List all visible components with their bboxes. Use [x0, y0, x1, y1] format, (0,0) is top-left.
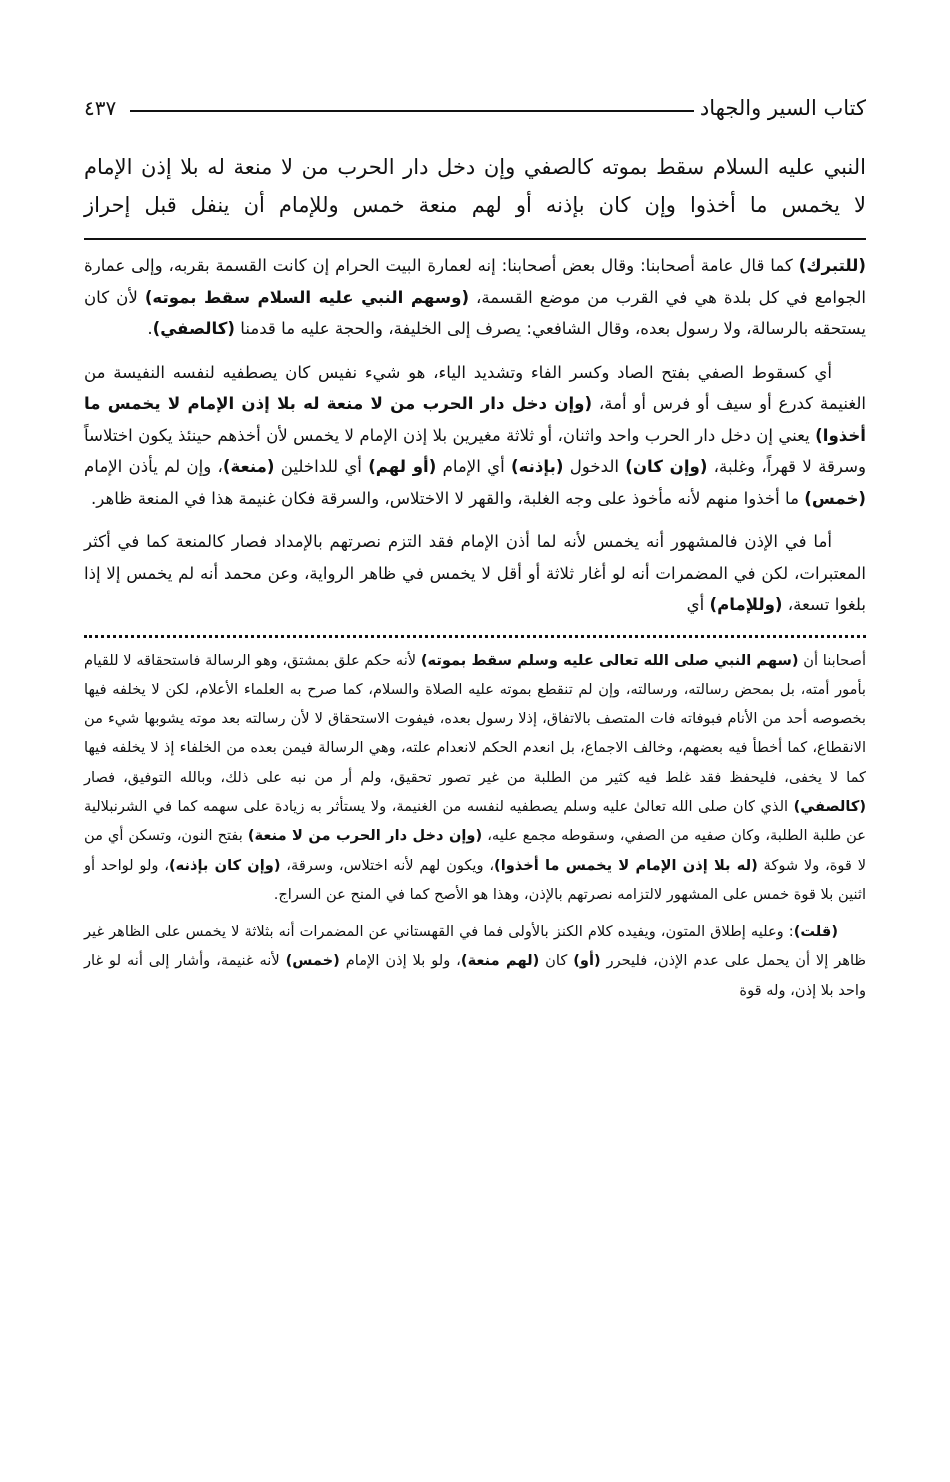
hashiya-paragraph-1 [84, 646, 866, 910]
book-title: كتاب السير والجهاد [699, 96, 866, 120]
bold-matn-quote: (للتبرك) [798, 256, 866, 275]
header-rule [130, 110, 694, 112]
matn-text [84, 148, 866, 224]
bold-matn-quote: (وإن كان) [625, 457, 708, 476]
bold-matn-quote: (كالصفي) [152, 319, 235, 338]
text-run: ، ولو لواحد أو اثنين بلا قوة خمس على المشهور لالتزامه نصرتهم بالإذن، وهذا هو الأصح كما في المنح عن السراج. [84, 856, 866, 903]
text-run: أي الإمام [436, 457, 512, 476]
text-run: . [147, 319, 153, 338]
book-page [84, 92, 866, 1005]
bold-matn-quote: (وللإمام) [709, 595, 783, 614]
bold-matn-quote: (منعة) [222, 457, 275, 476]
hashiya-paragraph-2 [84, 917, 866, 1005]
bold-matn-quote: (وسهم النبي عليه السلام سقط بموته) [144, 287, 470, 307]
sharh-paragraph-3 [84, 526, 866, 621]
bold-matn-quote: (وإن كان بإذنه) [168, 856, 281, 874]
text-run: ، وإن لم يأذن الإمام [84, 457, 223, 476]
text-run: ، ويكون لهم لأنه اختلاس، وسرقة، [280, 856, 495, 874]
text-run: أما في الإذن فالمشهور أنه يخمس لأنه لما أذن الإمام فقد التزم نصرتهم بالإمداد فصار كالمنعة كما في أكثر المعتبرات، لكن في المضمرات أنه لو أغار ثلاثة أو أقل لا يخمس في ظاهر الرواية، وعن محمد أنه لم يخمس إلا إذا بلغوا تسعة، [84, 532, 866, 614]
text-run: لأن كان يستحقه بالرسالة، ولا رسول بعده، وقال الشافعي: يصرف إلى الخليفة، والحجة عليه ما قدمنا [84, 287, 866, 338]
text-run: أي [686, 595, 710, 614]
text-run: الذي كان صلى الله تعالىٰ عليه وسلم يصطفيه لنفسه من الغنيمة، ولا يستأثر به زيادة على سهمه كما في الشرنبلالية عن طلبة الطلبة، وكان صفيه من الصفي، وسقوطه مجمع عليه، [84, 797, 866, 845]
sharh-paragraph-1 [84, 250, 866, 345]
bold-matn-quote: (خمس) [804, 488, 866, 508]
bold-matn-quote: (بإذنه) [511, 457, 564, 476]
bold-matn-quote: (وإن دخل دار الحرب من لا منعة له بلا إذن الإمام لا يخمس ما أخذوا) [84, 394, 866, 445]
text-run: يعني إن دخل دار الحرب واحد واثنان، أو ثلاثة مغيرين بلا إذن الإمام لا يخمس لأن أخذهم حينئذ يكون اختلاساً وسرقة لا قهراً، وغلبة، [84, 425, 866, 476]
sharh-paragraph-2 [84, 357, 866, 515]
text-run: بفتح النون، وتسكن أي من لا قوة، ولا شوكة [84, 827, 867, 874]
bold-matn-quote: (أو) [573, 952, 601, 970]
text-run: أي للداخلين [274, 457, 369, 476]
bold-matn-quote: (لهم منعة) [460, 952, 540, 970]
hashiya-gloss [84, 646, 866, 1006]
matn-separator [84, 238, 866, 240]
bold-matn-quote: (قلت) [793, 923, 838, 941]
text-run: ما أخذوا منهم لأنه مأخوذ على وجه الغلبة، والقهر لا الاختلاس، والسرقة فكان غنيمة هذا في المنعة ظاهر. [91, 488, 805, 508]
text-run: لأنه حكم علق بمشتق، وهو الرسالة فاستحقاقه لا للقيام بأمور أمته، بل بمحض رسالته، ورسالته، وإن لم تنقطع بموته عليه الصلاة والسلام، كما صرح به العلماء الأعلام، لكن لا يخلفه فيها بخصوصه أحد من الأنام فبوفاته فات المتصف بالاتفاق، إذلا رسول بعده، فيفوت الاستحقاق لا لأن رسالته بعد موته يشوبها شيء من الانقطاع، كما أخطأ فيه بعضهم، وخالف الاجماع، بل انعدم الحكم لانعدام علته، وهي الرسالة فيمن بعده من الخلفاء إذ لا يخلفه فيها كما لا يخفى، فليحفظ فقد غلط فيه كثير من الطلبة من غير تصور تحقيق، ولم أر من نبه على ذلك، وبالله التوفيق، فصار [84, 651, 866, 786]
text-run: : وعليه إطلاق المتون، ويفيده كلام الكنز بالأولى فما في القهستاني عن المضمرات أنه بثلاثة لا يخمس على الظاهر غير ظاهر إلا أن يحمل على عدم الإذن، فليحرر [84, 923, 867, 970]
running-header [84, 92, 866, 124]
dotted-separator [84, 635, 866, 638]
bold-matn-quote: (خمس) [285, 952, 340, 970]
bold-matn-quote: (سهم النبي صلى الله تعالى عليه وسلم سقط بموته) [420, 651, 799, 669]
matn-line-2: لا يخمس ما أخذوا وإن كان بإذنه أو لهم منعة خمس وللإمام أن ينفل قبل إحراز [84, 193, 866, 217]
text-run: ، ولو بلا إذن الإمام [339, 952, 461, 970]
text-run: لأنه غنيمة، وأشار إلى أنه لو غار واحد بلا إذن، وله قوة [84, 952, 866, 999]
page-number: ٤٣٧ [84, 96, 117, 120]
text-run: أصحابنا أن [798, 651, 866, 669]
bold-matn-quote: (أو لهم) [368, 457, 437, 476]
text-run: الدخول [563, 457, 626, 476]
text-run: كان [539, 952, 574, 970]
bold-matn-quote: (له بلا إذن الإمام لا يخمس ما أخذوا) [494, 856, 758, 874]
text-run: أي كسقوط الصفي بفتح الصاد وكسر الفاء وتشديد الياء، هو شيء نفيس كان يصطفيه لنفسه النفيسة من الغنيمة كدرع أو سيف أو فرس أو أمة، [84, 362, 867, 413]
bold-matn-quote: (كالصفي) [793, 797, 866, 815]
sharh-commentary [84, 250, 866, 621]
text-run: كما قال عامة أصحابنا: وقال بعض أصحابنا: إنه لعمارة البيت الحرام إن كانت القسمة بقربه، وإلى عمارة الجوامع في كل بلدة هي في القرب من موضع القسمة، [84, 256, 866, 307]
bold-matn-quote: (وإن دخل دار الحرب من لا منعة) [247, 827, 483, 845]
matn-line-1: النبي عليه السلام سقط بموته كالصفي وإن دخل دار الحرب من لا منعة له بلا إذن الإمام [84, 155, 866, 179]
